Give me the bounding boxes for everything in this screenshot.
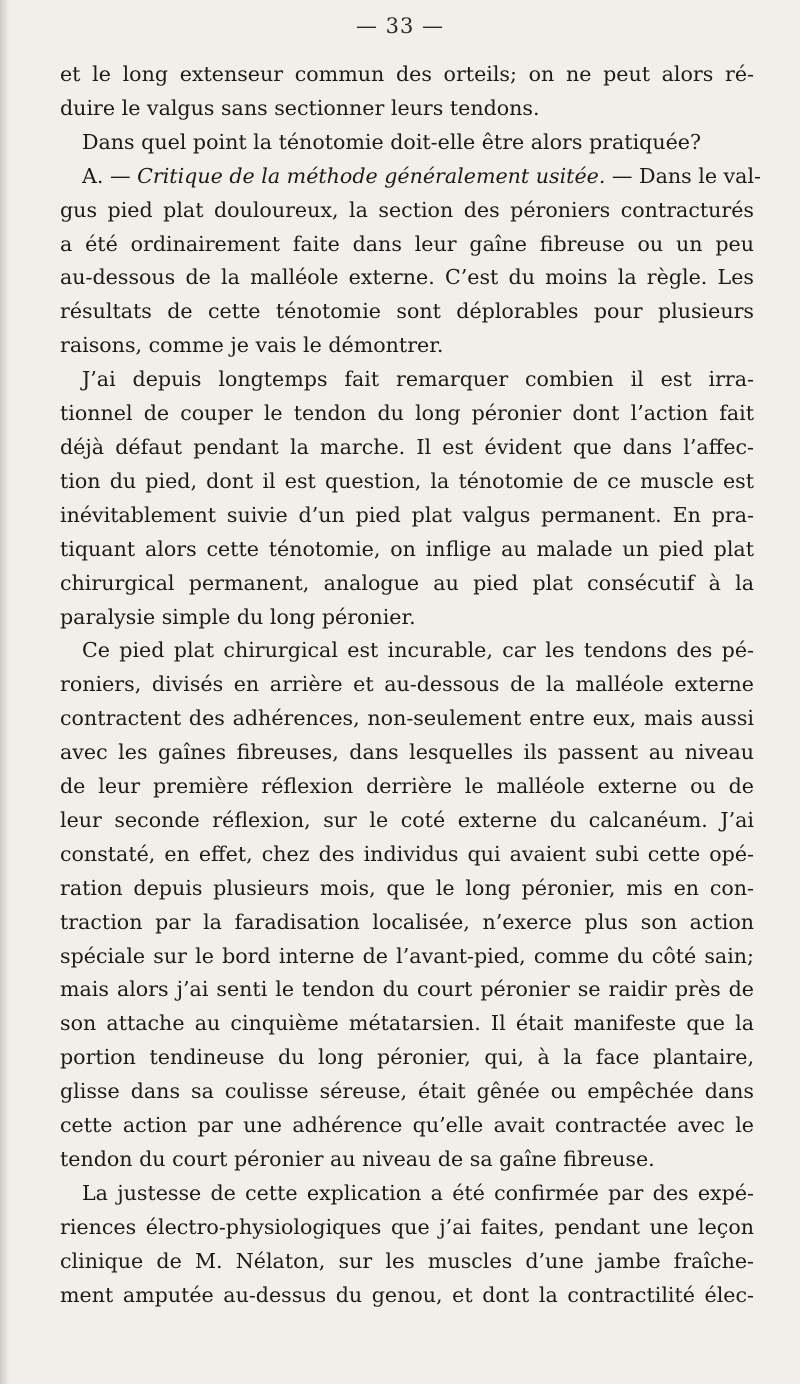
text-line: La justesse de cette explication a été confirmée par des expé- xyxy=(82,1180,754,1205)
text-line: tendon du court péronier au niveau de sa gaîne fibreuse. xyxy=(60,1147,655,1171)
text-line: ration depuis plusieurs mois, que le long péronier, mis en con- xyxy=(60,875,754,900)
section-heading-line xyxy=(60,160,762,194)
question-line: Dans quel point la ténotomie doit-elle être alors pratiquée? xyxy=(82,129,702,154)
text-line: et le long extenseur commun des orteils; on ne peut alors ré- xyxy=(60,62,754,86)
text-line: cette action par une adhérence qu’elle avait contractée avec le xyxy=(60,1113,754,1138)
text-line: Ce pied plat chirurgical est incurable, car les tendons des pé- xyxy=(82,638,754,663)
text-line: mais alors j’ai senti le tendon du court péronier se raidir près de xyxy=(60,977,754,1002)
text-line: riences électro-physiologiques que j’ai faites, pendant une leçon xyxy=(60,1214,754,1239)
text-line: portion tendineuse du long péronier, qui, à la face plantaire, xyxy=(60,1045,754,1070)
text-line: chirurgical permanent, analogue au pied plat consécutif à la xyxy=(60,570,754,595)
text-line: J’ai depuis longtemps fait remarquer combien il est irra- xyxy=(82,367,754,392)
text-line: contractent des adhérences, non-seulement entre eux, mais aussi xyxy=(60,706,754,731)
text-line: raisons, comme je vais le démontrer. xyxy=(60,333,444,358)
section-title: Critique de la méthode généralement usitée. xyxy=(137,163,606,188)
section-label: A. — xyxy=(82,163,131,188)
section-heading-rest: — Dans le val- xyxy=(611,163,762,188)
text-line: tiquant alors cette ténotomie, on inflige au malade un pied plat xyxy=(60,536,754,561)
text-line: déjà défaut pendant la marche. Il est évident que dans l’affec- xyxy=(60,434,754,459)
page-binding-edge xyxy=(0,0,10,1384)
text-line: roniers, divisés en arrière et au-dessous de la malléole externe xyxy=(60,672,754,697)
text-line: son attache au cinquième métatarsien. Il était manifeste que la xyxy=(60,1011,754,1036)
text-line: clinique de M. Nélaton, sur les muscles d’une jambe fraîche- xyxy=(60,1248,754,1273)
text-line: de leur première réflexion derrière le malléole externe ou de xyxy=(60,774,754,799)
text-line: avec les gaînes fibreuses, dans lesquelles ils passent au niveau xyxy=(60,740,754,765)
text-line: glisse dans sa coulisse séreuse, était gênée ou empêchée dans xyxy=(60,1079,754,1104)
text-line: a été ordinairement faite dans leur gaîne fibreuse ou un peu xyxy=(60,231,754,256)
text-line: résultats de cette ténotomie sont déplorables pour plusieurs xyxy=(60,299,754,324)
text-line: constaté, en effet, chez des individus qui avaient subi cette opé- xyxy=(60,841,754,866)
text-line: inévitablement suivie d’un pied plat valgus permanent. En pra- xyxy=(60,502,754,527)
text-line: traction par la faradisation localisée, n’exerce plus son action xyxy=(60,909,754,934)
text-line: duire le valgus sans sectionner leurs tendons. xyxy=(60,95,540,120)
text-line: paralysie simple du long péronier. xyxy=(60,604,416,629)
text-line: au-dessous de la malléole externe. C’est du moins la règle. Les xyxy=(60,265,754,290)
text-line: gus pied plat douloureux, la section des péroniers contracturés xyxy=(60,197,754,222)
text-line: tionnel de couper le tendon du long péronier dont l’action fait xyxy=(60,401,754,426)
text-line: leur seconde réflexion, sur le coté externe du calcanéum. J’ai xyxy=(60,807,754,832)
text-line: ment amputée au-dessus du genou, et dont la contractilité élec- xyxy=(60,1282,754,1307)
text-line: spéciale sur le bord interne de l’avant-pied, comme du côté sain; xyxy=(60,943,754,968)
text-line: tion du pied, dont il est question, la ténotomie de ce muscle est xyxy=(60,468,754,493)
page-number: — 33 — xyxy=(355,14,445,38)
body-text xyxy=(60,58,762,1313)
